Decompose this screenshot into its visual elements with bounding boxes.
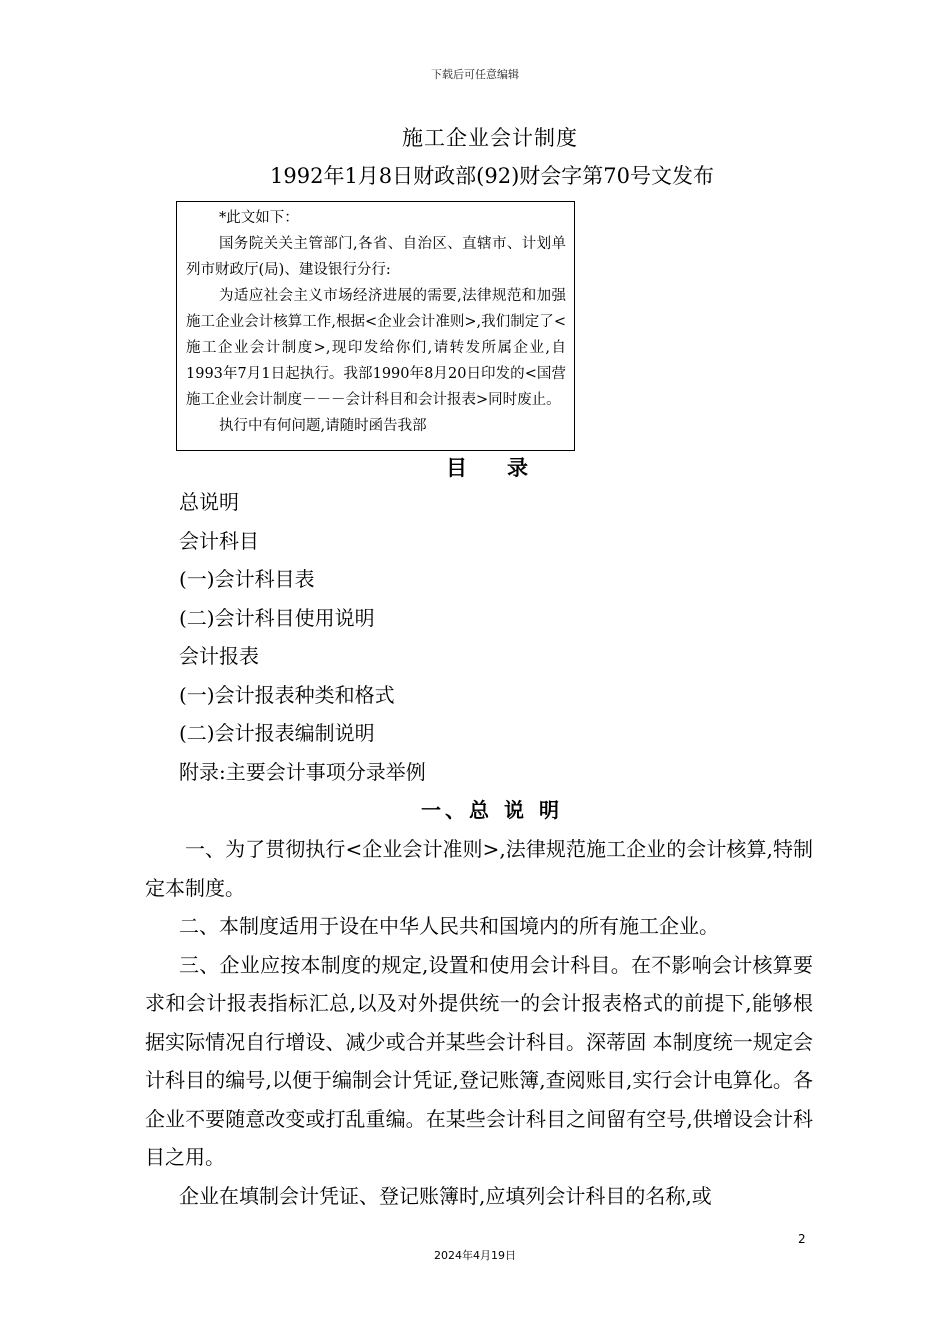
notice-line: 为适应社会主义市场经济进展的需要,法律规范和加强施工企业会计核算工作,根据<企业会计准则>,我们制定了<施工企业会计制度>,现印发给你们,请转发所属企业,自1993年7月1日起执行。我部1990年8月20日印发的<国营施工企业会计制度－－－会计科目和会计报表>同时废止。 <box>186 288 566 408</box>
toc-item: 会计报表 <box>179 644 259 668</box>
footer-date: 2024年4月19日 <box>434 1249 516 1262</box>
notice-line: *此文如下： <box>219 210 299 226</box>
toc-item: 总说明 <box>179 490 239 514</box>
toc-heading: 目录 <box>446 455 568 480</box>
document-subtitle: 1992年1月8日财政部(92)财会字第70号文发布 <box>270 164 714 188</box>
document-title: 施工企业会计制度 <box>402 126 578 150</box>
page-number: 2 <box>798 1232 806 1246</box>
body-paragraph: 企业在填制会计凭证、登记账簿时,应填列会计科目的名称,或 <box>179 1183 712 1208</box>
body-paragraph: 三、企业应按本制度的规定,设置和使用会计科目。在不影响会计核算要求和会计报表指标汇总,以及对外提供统一的会计报表格式的前提下,能够根据实际情况自行增设、减少或合并某些会计科目。深蒂固 本制度统一规定会计科目的编号,以便于编制会计凭证,登记账簿,查阅账目,实行会计电算化。各企业不要随意改变或打乱重编。在某些会计科目之间留有空号,供增设会计科目之用。 <box>145 952 813 1169</box>
body-paragraph: 一、为了贯彻执行<企业会计准则>,法律规范施工企业的会计核算,特制定本制度。 <box>145 837 813 900</box>
section-heading: 一、总 说 明 <box>421 798 563 822</box>
notice-line: 国务院关关主管部门,各省、自治区、直辖市、计划单列市财政厅(局)、建设银行分行: <box>186 236 566 278</box>
section-body <box>145 830 813 1215</box>
toc-item: (一)会计科目表 <box>179 567 315 591</box>
body-paragraph: 二、本制度适用于设在中华人民共和国境内的所有施工企业。 <box>179 914 719 938</box>
toc-item: (一)会计报表种类和格式 <box>179 682 395 707</box>
toc-list <box>179 486 426 794</box>
notice-box <box>176 201 575 451</box>
notice-line: 执行中有何问题,请随时函告我部 <box>219 418 427 434</box>
toc-item: (二)会计报表编制说明 <box>179 721 375 745</box>
toc-item: 附录:主要会计事项分录举例 <box>179 759 426 784</box>
toc-item: 会计科目 <box>179 528 259 553</box>
header-note: 下载后可任意编辑 <box>431 68 519 81</box>
toc-item: (二)会计科目使用说明 <box>179 605 375 630</box>
